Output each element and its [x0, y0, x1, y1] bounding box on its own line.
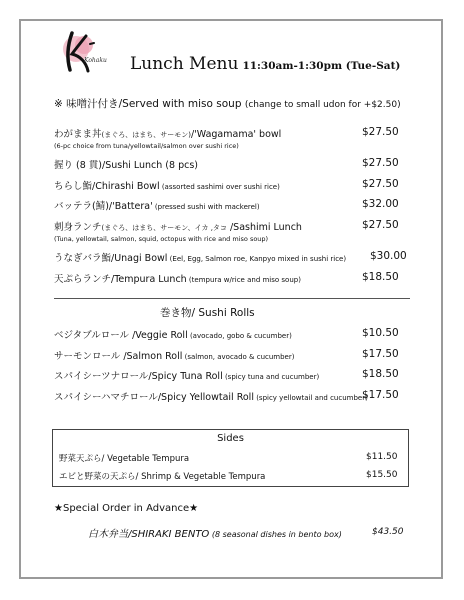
item-price: $10.50 [362, 327, 399, 339]
bento-desc: (8 seasonal dishes in bento box) [209, 530, 342, 539]
item-desc: (Tuna, yellowtail, salmon, squid, octopus with rice and miso soup) [54, 235, 269, 243]
item-price: $32.00 [362, 198, 399, 210]
side-item-vegetable-tempura: 野菜天ぷら/ Vegetable Tempura [59, 454, 190, 464]
side-price: $15.50 [366, 470, 398, 480]
item-name-rest: /'Wagamama' bowl [190, 129, 282, 140]
item-sub: (salmon, avocado & cucumber) [182, 353, 295, 361]
menu-item-wagamama [54, 126, 281, 140]
logo-text: Kohaku [84, 57, 107, 64]
roll-item-veggie [54, 327, 292, 341]
menu-item-battera [54, 198, 260, 212]
special-order-heading: ★Special Order in Advance★ [54, 503, 199, 514]
item-price: $18.50 [362, 368, 399, 380]
item-sub: (assorted sashimi over sushi rice) [159, 183, 280, 191]
hours-text: 11:30am-1:30pm (Tue-Sat) [242, 60, 401, 72]
roll-item-spicy-tuna [54, 368, 319, 382]
item-name-rest: /Sashimi Lunch [226, 222, 302, 233]
item-name: サーモンロール /Salmon Roll [54, 351, 183, 362]
menu-item-sushi-lunch [54, 157, 198, 171]
side-item-shrimp-tempura: エビと野菜の天ぷら/ Shrimp & Vegetable Tempura [59, 472, 266, 482]
item-price: $27.50 [362, 126, 399, 138]
roll-item-salmon [54, 348, 294, 362]
item-name: 天ぷらランチ/Tempura Lunch [54, 274, 187, 285]
item-name: バッテラ(鯖)/'Battera' [54, 201, 153, 212]
item-sub: (まぐろ、はまち、サーモン、イカ ,タコ [101, 224, 227, 232]
item-name: うなぎバラ鮨/Unagi Bowl [54, 253, 168, 264]
bento-name: 白木弁当/SHIRAKI BENTO [88, 529, 210, 540]
bento-item [88, 525, 342, 540]
item-sub: (spicy tuna and cucumber) [222, 373, 320, 381]
miso-label: ※ 味噌汁付き/Served with miso soup [54, 98, 242, 110]
item-name: ベジタブルロール /Veggie Roll [54, 330, 188, 341]
item-sub: (tempura w/rice and miso soup) [186, 276, 301, 284]
item-name: 刺身ランチ [54, 222, 102, 233]
item-price: $27.50 [362, 219, 399, 231]
item-price: $30.00 [370, 250, 407, 262]
item-sub: (Eel, Egg, Salmon roe, Kanpyo mixed in sushi rice) [167, 255, 347, 263]
item-sub: (spicy yellowtail and cucumber) [253, 394, 368, 402]
miso-udon-note: (change to small udon for +$2.50) [244, 100, 401, 110]
sides-title: Sides [217, 433, 244, 444]
item-name: スパイシーハマチロール/Spicy Yellowtail Roll [54, 392, 254, 403]
side-price: $11.50 [366, 452, 398, 462]
item-price: $18.50 [362, 271, 399, 283]
section-divider [54, 298, 410, 299]
item-name: スパイシーツナロール/Spicy Tuna Roll [54, 371, 223, 382]
item-price: $27.50 [362, 157, 399, 169]
roll-item-spicy-yellowtail [54, 389, 368, 403]
item-price: $17.50 [362, 389, 399, 401]
item-name: ちらし鮨/Chirashi Bowl [54, 181, 160, 192]
menu-item-chirashi [54, 178, 280, 192]
item-name: 握り (8 貫)/Sushi Lunch (8 pcs) [54, 160, 198, 171]
item-price: $17.50 [362, 348, 399, 360]
item-sub: (pressed sushi with mackerel) [152, 203, 260, 211]
menu-item-unagi [54, 250, 346, 264]
kohaku-logo [60, 30, 107, 74]
sides-box [52, 429, 409, 487]
menu-item-tempura-lunch [54, 271, 301, 285]
item-price: $27.50 [362, 178, 399, 190]
item-sub: (avocado, gobo & cucumber) [187, 332, 292, 340]
menu-title [130, 54, 400, 74]
menu-item-sashimi-lunch [54, 219, 302, 233]
bento-price: $43.50 [372, 527, 404, 537]
miso-note [54, 96, 401, 111]
item-desc: (6-pc choice from tuna/yellowtail/salmon over sushi rice) [54, 142, 239, 150]
rolls-title: 巻き物/ Sushi Rolls [160, 307, 255, 319]
title-text: Lunch Menu [130, 54, 239, 74]
item-sub: (まぐろ、はまち、サーモン) [101, 131, 191, 139]
item-name: わがまま丼 [54, 129, 102, 140]
